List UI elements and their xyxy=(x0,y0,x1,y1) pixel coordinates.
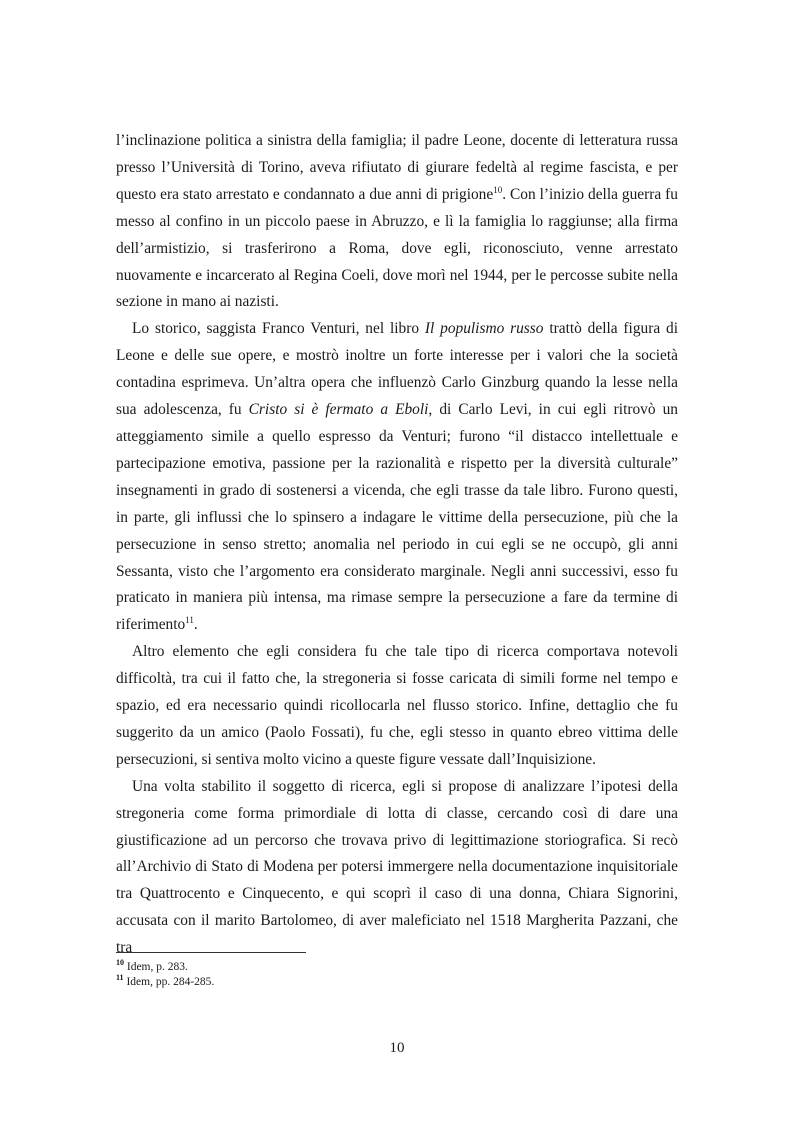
paragraph-2-text-a: Lo storico, saggista Franco Venturi, nel libro xyxy=(132,320,425,338)
paragraph-1-text-b: . Con l’inizio della guerra fu messo al confino in un piccolo paese in Abruzzo, e lì la famiglia lo raggiunse; alla firma dell’armistizio, si trasferirono a Roma, dove egli, riconosciuto, venne arrestato nuovamente e incarcerato al Regina Coeli, dove morì nel 1944, per le percosse subite nella sezione in mano ai nazisti. xyxy=(116,185,678,311)
footnote-11 xyxy=(116,975,678,990)
footnote-ref-11[interactable]: 11 xyxy=(185,615,194,626)
page-body xyxy=(116,128,678,962)
footnote-text: Idem, pp. 284-285. xyxy=(123,976,215,988)
paragraph-4: Una volta stabilito il soggetto di ricerca, egli si propose di analizzare l’ipotesi della stregoneria come forma primordiale di lotta di classe, cercando così di dare una giustificazione ad un percorso che trovava privo di legittimazione storiografica. Si recò all’Archivio di Stato di Modena per potersi immergere nella documentazione inquisitoriale tra Quattrocento e Cinquecento, e qui scoprì il caso di una donna, Chiara Signorini, accusata con il marito Bartolomeo, di aver maleficiato nel 1518 Margherita Pazzani, che tra xyxy=(116,777,678,957)
paragraph-2 xyxy=(116,316,678,639)
book-title-populismo-russo: Il populismo russo xyxy=(424,320,544,338)
footnote-number: 11 xyxy=(116,973,124,983)
footnote-ref-10[interactable]: 10 xyxy=(493,184,503,195)
paragraph-2-text-b: trattò della figura di Leone e delle sue opere, e mostrò inoltre un forte interesse per i valori che la società contadina esprimeva. Un’altra opera che influenzò Carlo Ginzburg quando la lesse nella sua adolescenza, fu xyxy=(116,320,679,419)
footnotes xyxy=(116,960,678,990)
paragraph-2-text-c: , di Carlo Levi, in cui egli ritrovò un atteggiamento simile a quello espresso da Venturi; furono “il distacco intellettuale e partecipazione emotiva, passione per la razionalità e rispetto per la diversità culturale” insegnamenti in grado di sostenersi a vicenda, che egli trasse da tale libro. Furono questi, in parte, gli influssi che lo spinsero a indagare le vittime della persecuzione, più che la persecuzione in senso stretto; anomalia nel periodo in cui egli se ne occupò, gli anni Sessanta, visto che l’argomento era considerato marginale. Negli anni successivi, esso fu praticato in maniera più intensa, ma rimase sempre la persecuzione a fare da termine di riferimento xyxy=(116,401,678,634)
book-title-cristo-eboli: Cristo si è fermato a Eboli xyxy=(248,401,429,419)
paragraph-2-text-d: . xyxy=(193,616,198,634)
footnote-text: Idem, p. 283. xyxy=(124,961,188,973)
page-number: 10 xyxy=(389,1040,405,1056)
paragraph-1-text-a: l’inclinazione politica a sinistra della famiglia; il padre Leone, docente di letteratura russa presso l’Università di Torino, aveva rifiutato di giurare fedeltà al regime fascista, e per questo era stato arrestato e condannato a due anni di prigione xyxy=(116,132,678,203)
paragraph-3: Altro elemento che egli considera fu che tale tipo di ricerca comportava notevoli difficoltà, tra cui il fatto che, la stregoneria si fosse caricata di simili forme nel tempo e spazio, ed era necessario quindi ricollocarla nel flusso storico. Infine, dettaglio che fu suggerito da un amico (Paolo Fossati), fu che, egli stesso in quanto ebreo vittima delle persecuzioni, si sentiva molto vicino a queste figure vessate dall’Inquisizione. xyxy=(116,643,678,768)
paragraph-1 xyxy=(116,128,678,316)
footnote-number: 10 xyxy=(116,958,124,968)
footnote-separator xyxy=(116,952,306,953)
footnote-10 xyxy=(116,960,678,975)
